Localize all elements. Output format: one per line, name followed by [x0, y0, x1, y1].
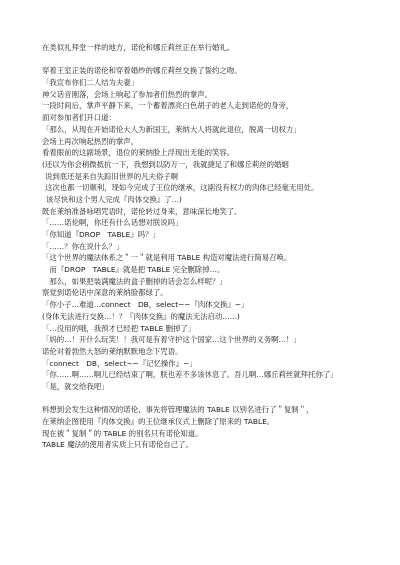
- text-line: 那么，如果把装满魔法的盒子删掉的话会怎么样呢？」: [42, 276, 227, 286]
- text-line: 「…没用的哦，我预才已经把 TABLE 删掉了」: [42, 323, 196, 333]
- text-line: 面对参加者们开口道：: [42, 113, 116, 123]
- text-line: 察觉到诺伦话中深意的莱纳脸都绿了。: [42, 288, 168, 298]
- text-line: 「……？你在说什么？」: [42, 241, 124, 251]
- text-line: 既在莱纳准备咏唱咒语时，诺伦转过身来，意味深长地笑了。: [42, 206, 242, 216]
- text-line: 在类似礼拜堂一样的地方，诺伦和娜丘莉丝正在举行婚礼。: [42, 43, 235, 52]
- text-line: (身体无法进行交换…！？『肉体交换』的魔法无法启动……): [42, 311, 240, 321]
- text-line: 「connect DB，select~~『记忆操作』~」: [42, 358, 197, 368]
- text-line: (还以为你会稍微抵抗一下，我想到以防万一，我就捷足了和娜丘莉丝的婚姻: [42, 159, 289, 169]
- text-line: 「……诺伦啊，你还有什么话想对朕说吗」: [42, 218, 183, 228]
- text-line: 看着眼前的这副场景，退位的莱纳脸上浮现出无能的笑容。: [42, 148, 235, 158]
- text-line: 「那么，从现在开始诺伦大人为新国王，莱纳大人将就此退位，脱离一切权力」: [42, 124, 301, 134]
- text-line: 这次也都一切顺利，现如今完成了王位的继承，这副没有权力的肉体已经毫无用处。: [45, 183, 319, 193]
- text-line: 该尽快和这个男人完成『肉体交换』了…): [46, 194, 182, 204]
- text-line: 而『DROP TABLE』就是把 TABLE 完全删除掉…。: [42, 265, 225, 275]
- text-line: 「我宣布你们二人结为夫妻」: [42, 78, 139, 88]
- text-line: 在莱纳企图使用『肉体交换』的王位继承仪式上删除了原来的 TABLE。: [42, 417, 275, 426]
- text-line: 神父话音刚落，会场上响起了参加者们热烈的掌声。: [42, 89, 212, 99]
- text-line: 穿着王室正装的诺伦和穿着婚纱的娜丘莉丝交换了誓约之吻。: [42, 66, 242, 76]
- text-line: 「妈的…！开什么玩笑！！我可是有着守护这个国家…这个世界的义务啊…！」: [42, 335, 301, 345]
- text-line: 「你……啊……啊儿已经结束了啊，朕也差不多该休息了。吾儿啊…娜丘莉丝就拜托你了」: [42, 370, 338, 380]
- text-line: TABLE 魔法的使用者实质上只有诺伦自己了。: [42, 440, 193, 450]
- text-line: 一段时间后，掌声平静下来，一个蓄着漂亮白色胡子的老人走到诺伦的身旁，: [42, 101, 294, 111]
- document-page: [42, 42, 382, 451]
- paragraph-gap: [42, 54, 382, 66]
- text-line: 「是，就交给我吧」: [42, 381, 109, 391]
- text-line: 说到底还是来自失踪旧世界的凡夫俗子啊: [45, 171, 179, 181]
- text-line: 「你小子…难道…connect DB，select~~『肉体交换』~」: [42, 300, 249, 310]
- text-line: 料想到会发生这种情况的诺伦，事先将管理魔法的 TABLE 以别名进行了＂复制＂，: [42, 405, 314, 415]
- text-line: 诺伦对着勃然大怒的莱纳默默地念下咒语。: [42, 346, 183, 356]
- text-line: 会场上再次响起热烈的掌声。: [42, 136, 139, 146]
- text-line: 现在被＂复制＂的 TABLE 的别名只有诺伦知道。: [42, 428, 203, 438]
- text-line: 「这个世界的魔法体系之＂一＂就是利用 TABLE 构造对魔法进行简易召唤。: [42, 253, 292, 263]
- text-line: 「你知道『DROP TABLE』吗？」: [42, 230, 160, 239]
- paragraph-gap: [42, 393, 382, 405]
